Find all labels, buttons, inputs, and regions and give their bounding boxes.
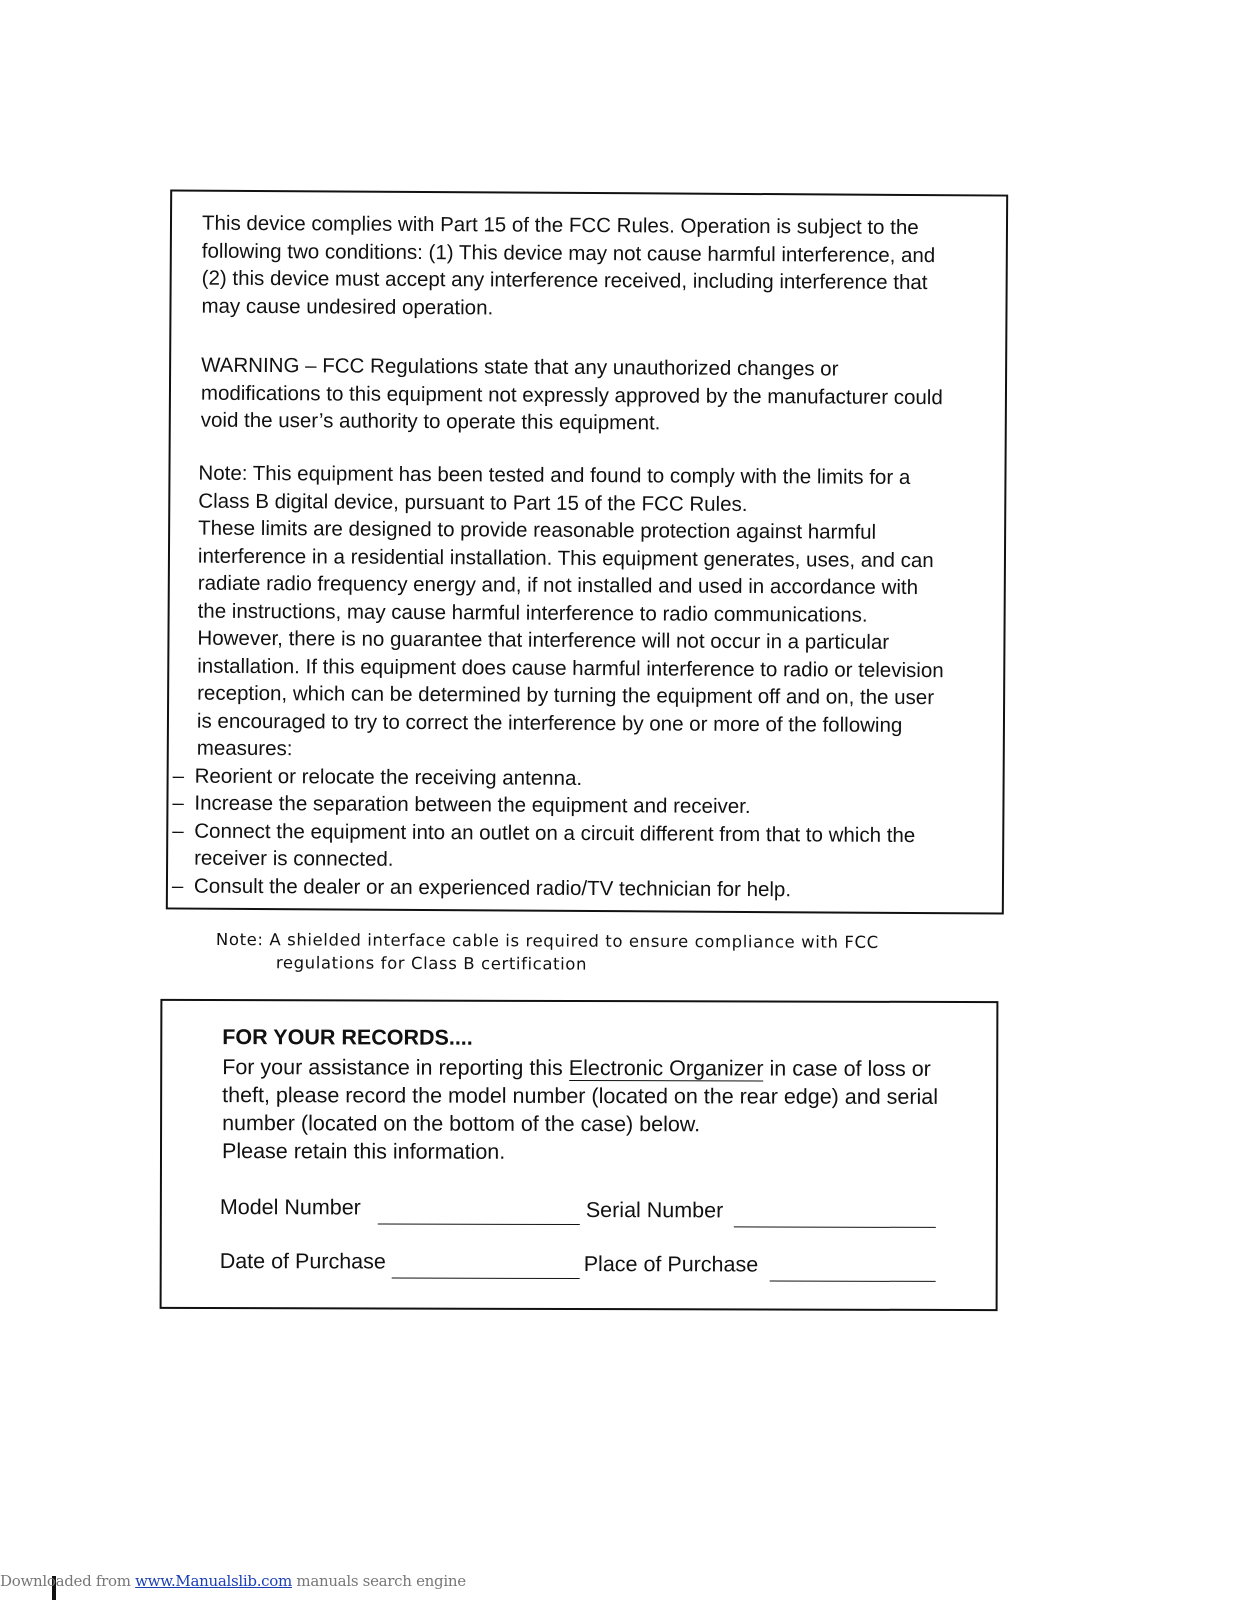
text-line: Class B digital device, pursuant to Part 15 of the FCC Rules. xyxy=(198,489,748,516)
records-box xyxy=(160,999,999,1311)
text-line: is encouraged to try to correct the interference by one or more of the following xyxy=(196,709,903,737)
text-line: following two conditions: (1) This device may not cause harmful interference, and xyxy=(201,239,936,267)
footer-prefix: Downloaded from xyxy=(0,1572,136,1590)
measure-item xyxy=(172,872,943,904)
place-of-purchase-label: Place of Purchase xyxy=(583,1252,759,1277)
dash-bullet: – xyxy=(172,763,185,788)
text-line: WARNING – FCC Regulations state that any unauthorized changes or xyxy=(201,353,839,381)
text-line: theft, please record the model number (located on the rear edge) and serial xyxy=(222,1083,939,1109)
records-paragraph xyxy=(222,1053,938,1167)
note-line: Note: A shielded interface cable is required to ensure compliance with FCC xyxy=(215,930,879,952)
text-line: modifications to this equipment not expressly approved by the manufacturer could xyxy=(200,381,943,409)
footer-suffix: manuals search engine xyxy=(291,1572,466,1590)
measure-item xyxy=(172,817,943,849)
date-of-purchase-label: Date of Purchase xyxy=(219,1249,386,1274)
text-line xyxy=(222,1053,938,1083)
manualslib-link[interactable]: www.Manualslib.com xyxy=(135,1572,292,1590)
model-number-label: Model Number xyxy=(219,1195,361,1220)
text-line: the instructions, may cause harmful interference to radio communications. xyxy=(197,599,868,627)
text-line: reception, which can be determined by turning the equipment off and on, the user xyxy=(197,681,935,710)
serial-number-field[interactable] xyxy=(734,1226,936,1228)
measure-text: Increase the separation between the equipment and receiver. xyxy=(194,791,751,819)
dash-bullet: – xyxy=(172,791,184,815)
measure-continuation: receiver is connected. xyxy=(194,846,394,871)
text-line: Note: This equipment has been tested and found to comply with the limits for a xyxy=(198,461,911,489)
text-line: Please retain this information. xyxy=(221,1139,506,1164)
dash-bullet: – xyxy=(172,818,184,843)
text-line: may cause undesired operation. xyxy=(201,294,494,319)
measure-text: Connect the equipment into an outlet on a circuit different from that to which the xyxy=(194,819,916,847)
compliance-paragraph xyxy=(201,210,935,324)
records-title: FOR YOUR RECORDS.... xyxy=(222,1025,473,1050)
note-line: regulations for Class B certification xyxy=(275,953,588,974)
place-of-purchase-field[interactable] xyxy=(770,1280,936,1281)
model-number-field[interactable] xyxy=(378,1223,580,1225)
date-of-purchase-field[interactable] xyxy=(392,1278,580,1279)
text-fragment: in case of loss or xyxy=(763,1056,931,1081)
measure-text: Consult the dealer or an experienced radio/TV technician for help. xyxy=(193,874,792,901)
serial-number-label: Serial Number xyxy=(585,1198,724,1223)
text-line: These limits are designed to provide reasonable protection against harmful xyxy=(198,516,877,544)
text-line: measures: xyxy=(196,736,293,761)
dash-bullet: – xyxy=(171,873,184,898)
text-line: (2) this device must accept any interference received, including interference that xyxy=(201,266,928,295)
download-footer xyxy=(0,1572,466,1590)
text-line: This device complies with Part 15 of the FCC Rules. Operation is subject to the xyxy=(201,211,919,240)
fcc-notice-box xyxy=(166,189,1008,914)
shielded-cable-note xyxy=(216,928,879,977)
text-fragment: For your assistance in reporting this xyxy=(222,1055,569,1080)
text-line: number (located on the bottom of the case) below. xyxy=(222,1111,701,1137)
text-line: installation. If this equipment does cause harmful interference to radio or television xyxy=(197,654,944,682)
warning-paragraph xyxy=(201,352,943,439)
text-line: However, there is no guarantee that interference will not occur in a particular xyxy=(197,626,890,654)
product-name: Electronic Organizer xyxy=(568,1055,764,1081)
note-paragraph xyxy=(171,460,945,905)
text-line: interference in a residential installation. This equipment generates, uses, and can xyxy=(197,544,934,572)
measure-text: Reorient or relocate the receiving antenna. xyxy=(194,764,583,790)
text-line: void the user’s authority to operate this equipment. xyxy=(200,408,661,435)
text-line: radiate radio frequency energy and, if not installed and used in accordance with xyxy=(197,571,919,600)
